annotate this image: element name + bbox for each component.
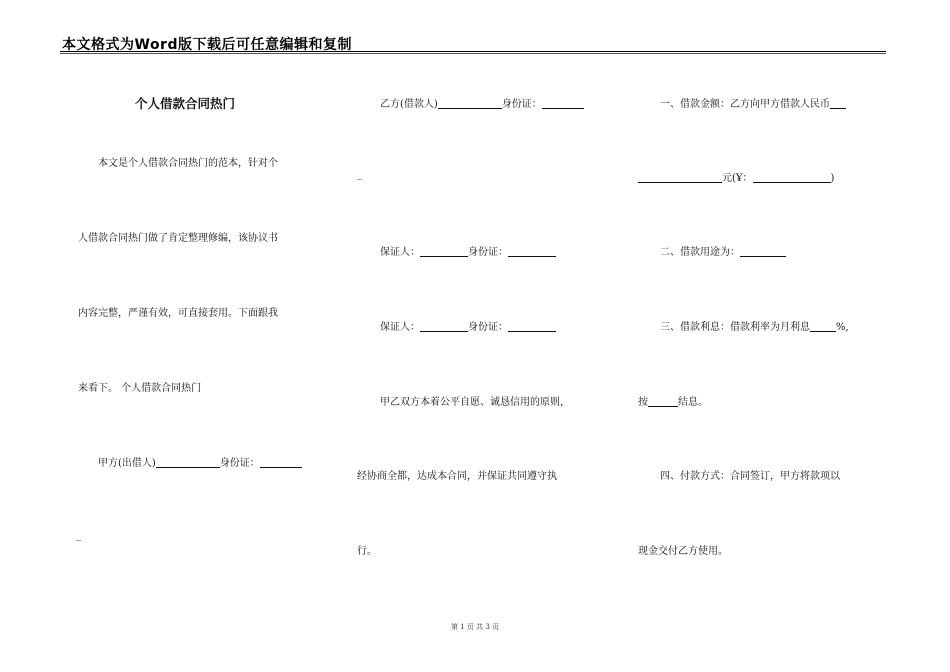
guarantor-line-1 (380, 243, 556, 258)
borrower-id-label: 身份证： (501, 99, 542, 110)
paragraph-line: 来看下。 个人借款合同热门 (78, 383, 202, 394)
paragraph-line: 人借款合同热门做了肯定整理修编，该协议书 (78, 233, 278, 244)
lender-id-blank (260, 457, 302, 468)
guarantor-blank (420, 246, 468, 257)
page-number: 第 1 页 共 3 页 (450, 623, 500, 631)
guarantor-id-blank (508, 246, 556, 257)
lender-line (98, 454, 302, 469)
guarantor-label: 保证人： (380, 247, 420, 258)
paragraph-line: 经协商全都，达成本合同，并保证共同遵守执 (357, 471, 557, 482)
paragraph-line: 现金交付乙方使用。 (638, 546, 728, 557)
paragraph-line: 内容完整，严谨有效，可直接套用。下面跟我 (78, 308, 278, 319)
lender-label: 甲方(出借人) (98, 458, 156, 469)
lender-id-label: 身份证： (219, 458, 260, 469)
paragraph-line: 四、付款方式：合同签订，甲方将款项以 (660, 471, 840, 482)
yuan-line (638, 169, 834, 184)
trailing-underscore: _ (357, 169, 362, 180)
amount-blank (830, 98, 846, 109)
amount-line (660, 95, 846, 110)
amount-label: 一、借款金额：乙方向甲方借款人民币 (660, 99, 830, 110)
borrower-label: 乙方(借款人) (380, 99, 438, 110)
guarantor-id-label: 身份证： (468, 247, 508, 258)
borrower-line (380, 95, 584, 110)
header-rule (60, 51, 886, 52)
lender-blank (156, 457, 220, 468)
interest-blank (810, 321, 836, 332)
guarantor-line-2 (380, 318, 556, 333)
settle-blank (648, 396, 678, 407)
guarantor-blank (420, 321, 468, 332)
yuan-label: 元(Ұ： (722, 173, 753, 184)
amount-words-blank (638, 172, 722, 183)
borrower-blank (438, 98, 502, 109)
guarantor-id-blank (508, 321, 556, 332)
header-title: 本文格式为Word版下载后可任意编辑和复制 (62, 37, 352, 53)
trailing-underscore: _ (76, 530, 81, 541)
settle-label: 结息。 (678, 397, 708, 408)
purpose-blank (740, 246, 786, 257)
guarantor-label: 保证人： (380, 322, 420, 333)
purpose-line (660, 243, 786, 258)
header-rule-secondary (60, 53, 886, 54)
interest-line (660, 318, 849, 333)
guarantor-id-label: 身份证： (468, 322, 508, 333)
percent-sign: %, (836, 322, 849, 333)
paragraph-line: 本文是个人借款合同热门的范本，针对个 (98, 158, 278, 169)
paragraph-line: 行。 (357, 546, 377, 557)
yuan-close: ) (830, 173, 835, 184)
paragraph-line: 甲乙双方本着公平自愿、诚恳信用的原则， (380, 397, 570, 408)
interest-label: 三、借款利息：借款利率为月利息 (660, 322, 810, 333)
amount-figure-blank (753, 172, 831, 183)
by-label: 按 (638, 397, 648, 408)
borrower-id-blank (542, 98, 584, 109)
settle-line (638, 393, 708, 408)
purpose-label: 二、借款用途为： (660, 247, 740, 258)
document-title: 个人借款合同热门 (135, 96, 236, 111)
